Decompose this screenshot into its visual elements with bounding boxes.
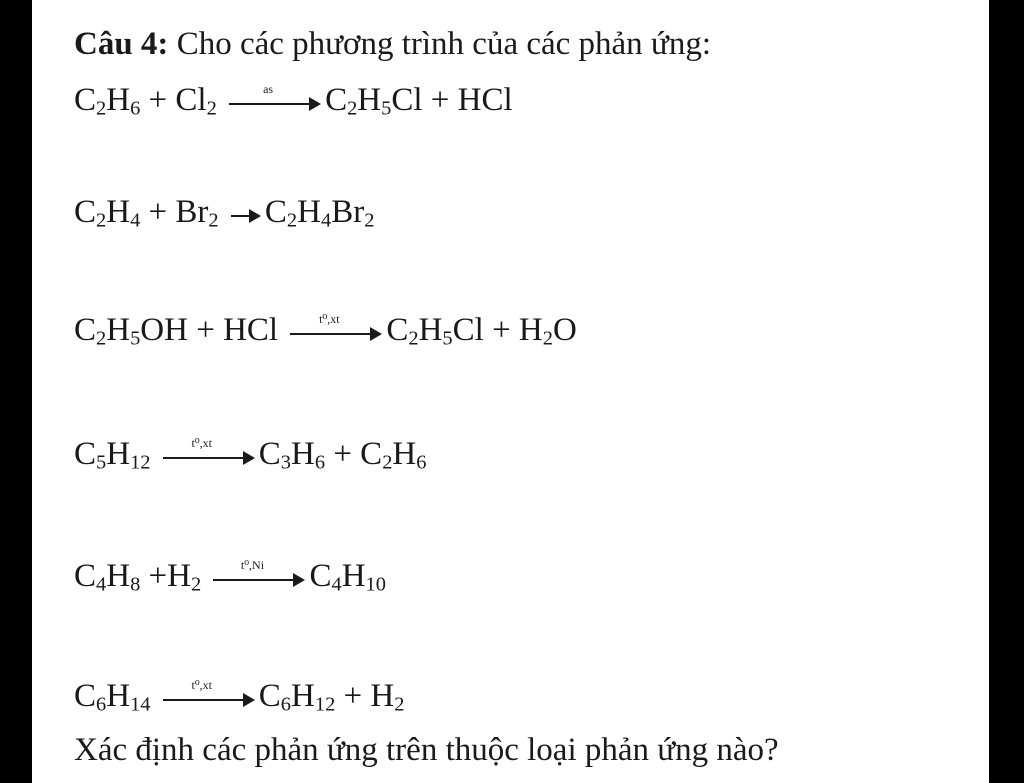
reaction-condition: t⁰,xt — [191, 436, 212, 451]
reaction-arrow — [163, 678, 255, 713]
reaction-3: $C_2H_5OH$ + HCl t⁰,xt $C_2H_5Cl + H_2O$ — [74, 312, 577, 350]
reaction-condition: t⁰,xt — [191, 678, 212, 693]
reaction-condition: t⁰,Ni — [240, 558, 265, 573]
reaction-arrow — [290, 312, 382, 347]
question-text: Cho các phương trình của các phản ứng: — [176, 26, 711, 62]
question-label: Câu 4: — [74, 26, 169, 62]
reaction-6: $C_6H_{14}$ t⁰,xt $C_6H_{12} + H_2$ — [74, 678, 405, 716]
reaction-arrow — [163, 436, 255, 471]
reaction-5: $C_4H_8 +H_2$ t⁰,Ni $C_4H_{10}$ — [74, 558, 386, 596]
reaction-4: $C_5H_{12}$ t⁰,xt $C_3H_6 + C_2H_6$ — [74, 436, 427, 474]
question-heading — [74, 24, 711, 64]
reaction-condition: as — [263, 82, 274, 97]
reaction-arrow — [231, 199, 261, 229]
document-page — [32, 0, 989, 783]
reaction-1: $C_2H_6 + Cl_2$ as $C_2H_5Cl$ + HCl — [74, 82, 513, 120]
reaction-2: $C_2H_4 + Br_2$ $C_2H_4Br_2$ — [74, 194, 375, 232]
reaction-arrow — [213, 558, 305, 593]
closing-question: Xác định các phản ứng trên thuộc loại phản ứng nào? — [74, 732, 779, 768]
reaction-arrow — [229, 82, 321, 117]
reaction-condition: t⁰,xt — [319, 312, 340, 327]
